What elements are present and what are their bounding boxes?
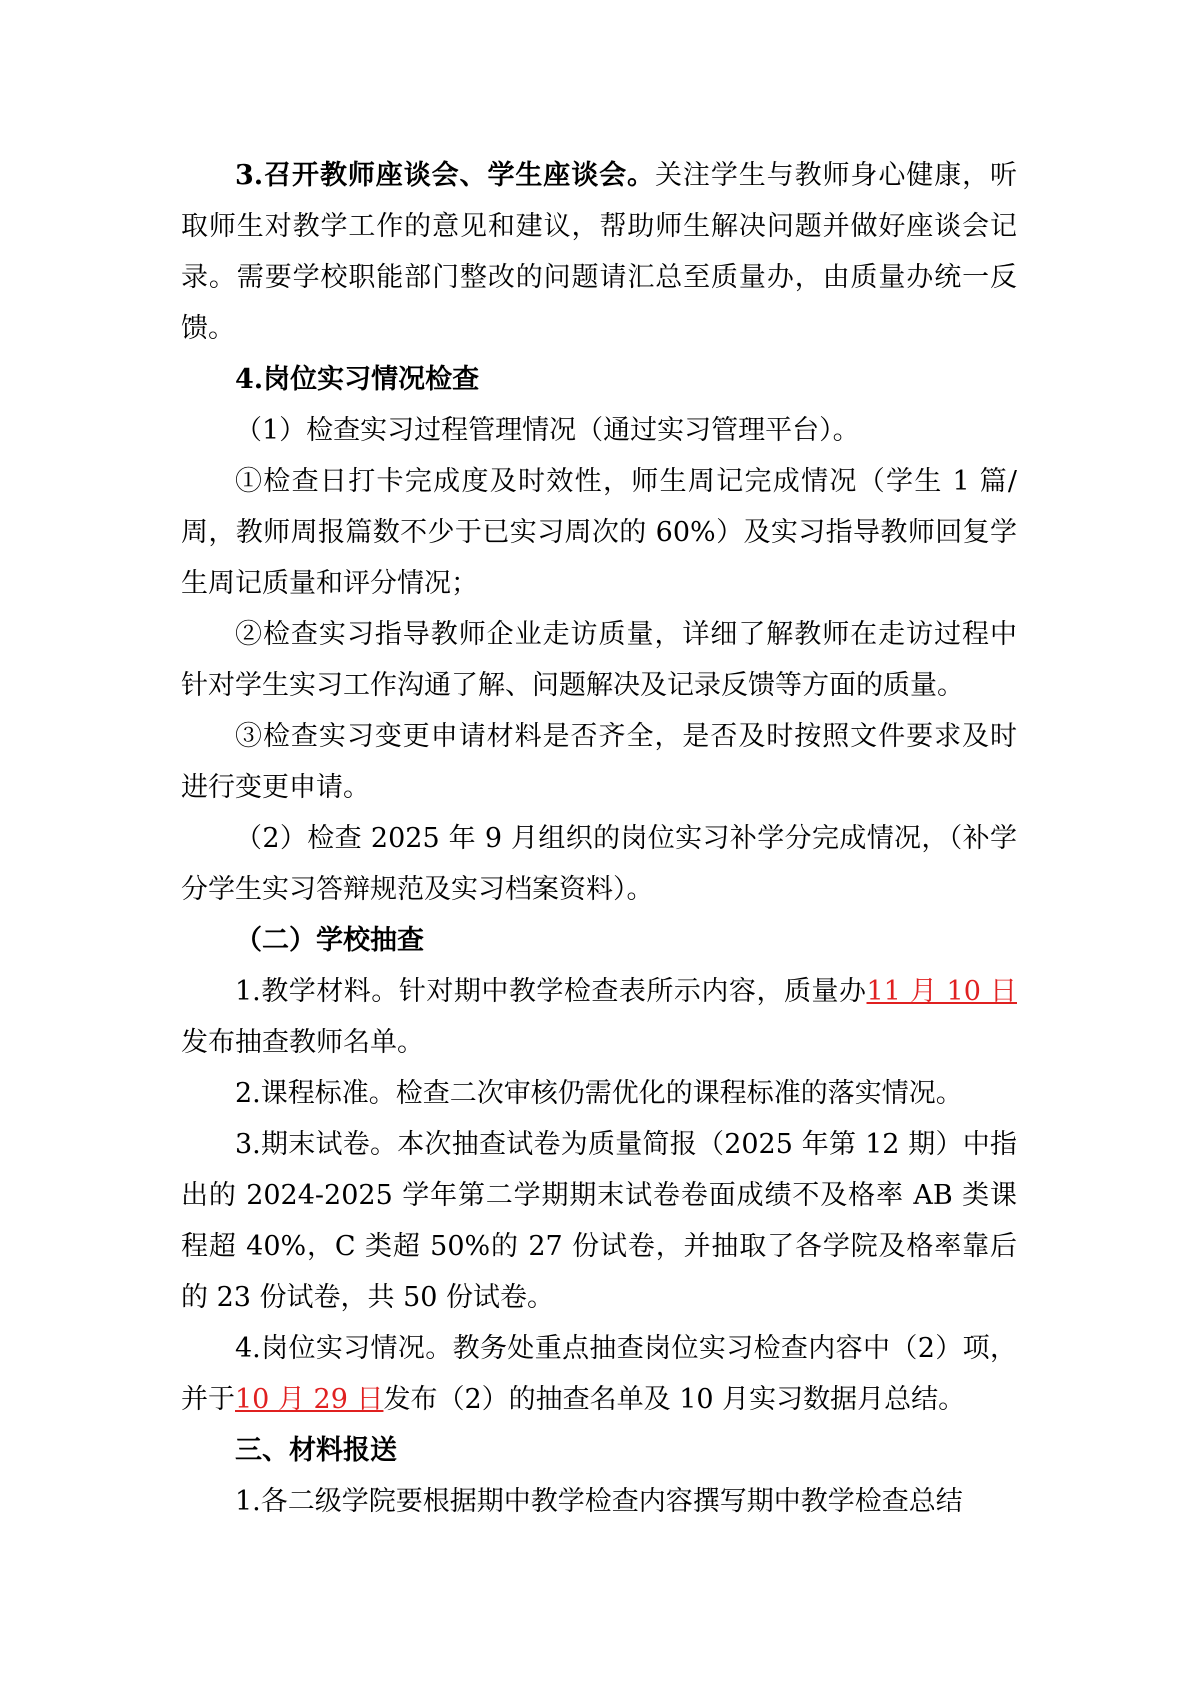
internship-check-heading: 4.岗位实习情况检查 — [235, 364, 480, 395]
internship-process-item: （1）检查实习过程管理情况（通过实习管理平台）。 — [235, 415, 860, 446]
forums-body: 关注学生与教师身心健康，听取师生对教学工作的意见和建议，帮助师生解决问题并做好座谈会记录。需要学校职能部门整改的问题请汇总至质量办，由质量办统一反馈。 — [181, 160, 1018, 344]
teaching-materials-text: 1.教学材料。针对期中教学检查表所示内容，质量办 — [235, 976, 867, 1007]
internship-visit-item: ②检查实习指导教师企业走访质量，详细了解教师在走访过程中针对学生实习工作沟通了解、问题解决及记录反馈等方面的质量。 — [181, 619, 1017, 701]
internship-spot-check-text: 4.岗位实习情况。教务处重点抽查岗位实习检查内容中（2）项，并于 — [181, 1333, 1017, 1415]
teaching-materials-item — [181, 966, 1017, 1068]
teaching-materials-date: 11 月 10 日 — [866, 976, 1017, 1007]
document-page — [181, 150, 1017, 1527]
paragraph-forums — [181, 150, 1017, 354]
final-exam-item: 3.期末试卷。本次抽查试卷为质量简报（2025 年第 12 期）中指出的 2024-2025 学年第二学期期末试卷卷面成绩不及格率 AB 类课程超 40%，C 类超 50%的 27 份试卷，并抽取了各学院及格率靠后的 23 份试卷，共 50 份试卷。 — [181, 1129, 1017, 1313]
internship-spot-check-item — [181, 1323, 1017, 1425]
internship-change-item: ③检查实习变更申请材料是否齐全，是否及时按照文件要求及时进行变更申请。 — [181, 721, 1017, 803]
materials-submission-heading: 三、材料报送 — [235, 1435, 397, 1466]
course-standard-item: 2.课程标准。检查二次审核仍需优化的课程标准的落实情况。 — [235, 1078, 963, 1109]
internship-spot-check-date: 10 月 29 日 — [235, 1384, 384, 1415]
teaching-materials-text-after: 发布抽查教师名单。 — [181, 1027, 424, 1058]
internship-credit-item: （2）检查 2025 年 9 月组织的岗位实习补学分完成情况，（补学分学生实习答辩规范及实习档案资料）。 — [181, 823, 1017, 905]
school-spot-check-heading: （二）学校抽查 — [235, 925, 424, 956]
internship-checkin-item: ①检查日打卡完成度及时效性，师生周记完成情况（学生 1 篇/周，教师周报篇数不少于已实习周次的 60%）及实习指导教师回复学生周记质量和评分情况； — [181, 466, 1017, 599]
internship-spot-check-text-after: 发布（2）的抽查名单及 10 月实习数据月总结。 — [383, 1384, 966, 1415]
materials-submission-item: 1.各二级学院要根据期中教学检查内容撰写期中教学检查总结 — [235, 1486, 963, 1517]
forums-heading: 3.召开教师座谈会、学生座谈会。 — [235, 160, 655, 191]
